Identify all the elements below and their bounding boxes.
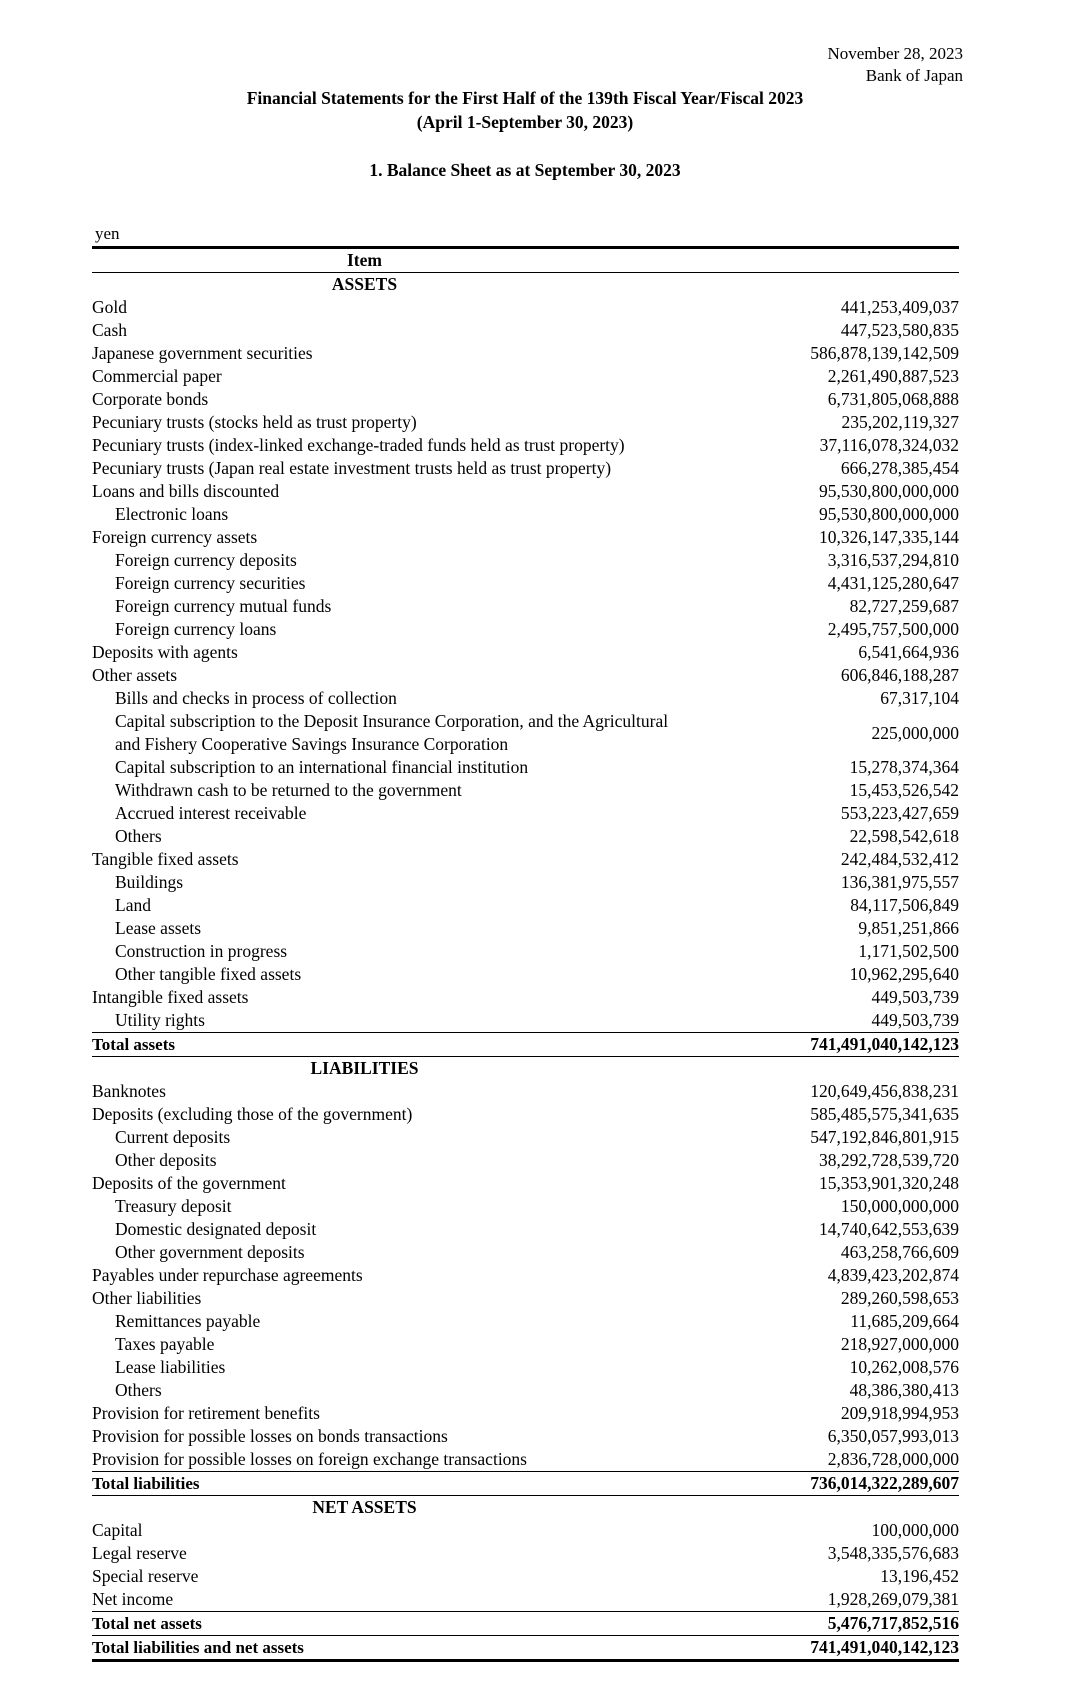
row-value: 67,317,104	[880, 688, 959, 708]
row-label: Total assets	[92, 1035, 175, 1054]
row-value: 225,000,000	[871, 723, 959, 743]
table-row	[92, 1126, 959, 1149]
row-value: 95,530,800,000,000	[819, 481, 959, 501]
row-value: 3,316,537,294,810	[827, 550, 959, 570]
row-value: 38,292,728,539,720	[819, 1150, 959, 1170]
row-label: Tangible fixed assets	[92, 849, 239, 869]
row-value: 14,740,642,553,639	[819, 1219, 959, 1239]
row-label: Pecuniary trusts (index-linked exchange-traded funds held as trust property)	[92, 435, 625, 455]
row-value: 547,192,846,801,915	[810, 1127, 959, 1147]
balance-sheet-table	[92, 246, 959, 1662]
item-column-header: Item	[347, 250, 382, 270]
table-row	[92, 802, 959, 825]
row-value: 9,851,251,866	[858, 918, 959, 938]
row-value: 4,839,423,202,874	[827, 1265, 959, 1285]
assets-section	[92, 296, 959, 1032]
row-label: Foreign currency mutual funds	[115, 596, 332, 616]
net-assets-heading: NET ASSETS	[312, 1497, 417, 1517]
issuer-name: Bank of Japan	[865, 66, 963, 85]
table-row	[92, 1195, 959, 1218]
table-row	[92, 1218, 959, 1241]
row-value: 95,530,800,000,000	[819, 504, 959, 524]
table-row	[92, 1379, 959, 1402]
row-label: Gold	[92, 297, 127, 317]
row-value: 235,202,119,327	[841, 412, 959, 432]
row-label: Current deposits	[115, 1127, 231, 1147]
row-value: 10,326,147,335,144	[819, 527, 959, 547]
row-value: 741,491,040,142,123	[810, 1637, 959, 1657]
table-row	[92, 1287, 959, 1310]
row-value: 37,116,078,324,032	[819, 435, 959, 455]
row-label: Provision for possible losses on foreign exchange transactions	[92, 1449, 527, 1469]
document-period: (April 1-September 30, 2023)	[416, 112, 634, 132]
row-label: Pecuniary trusts (Japan real estate investment trusts held as trust property)	[92, 458, 612, 478]
table-row	[92, 1009, 959, 1032]
row-label: Treasury deposit	[115, 1196, 232, 1216]
row-label: Remittances payable	[115, 1311, 261, 1331]
table-row	[92, 411, 959, 434]
table-row	[92, 1103, 959, 1126]
row-value: 1,171,502,500	[858, 941, 959, 961]
row-label: Commercial paper	[92, 366, 222, 386]
table-row	[92, 1425, 959, 1448]
table-row	[92, 480, 959, 503]
table-row	[92, 641, 959, 664]
row-label: Others	[115, 1380, 162, 1400]
row-label: Legal reserve	[92, 1543, 187, 1563]
table-row	[92, 457, 959, 480]
document-title: Financial Statements for the First Half of the 139th Fiscal Year/Fiscal 2023	[246, 88, 804, 108]
assets-heading: ASSETS	[331, 274, 398, 294]
table-row	[92, 756, 959, 779]
table-row	[92, 526, 959, 549]
unit-label: yen	[95, 224, 120, 243]
row-label: Other liabilities	[92, 1288, 202, 1308]
row-value: 22,598,542,618	[849, 826, 959, 846]
row-label: Pecuniary trusts (stocks held as trust property)	[92, 412, 417, 432]
table-row	[92, 1542, 959, 1565]
row-label: Land	[115, 895, 151, 915]
row-label: Loans and bills discounted	[92, 481, 280, 501]
row-value: 15,353,901,320,248	[819, 1173, 959, 1193]
report-date: November 28, 2023	[827, 44, 963, 63]
total-liabilities-row	[92, 1471, 959, 1495]
table-row	[92, 825, 959, 848]
row-label: Construction in progress	[115, 941, 288, 961]
row-label: Provision for retirement benefits	[92, 1403, 320, 1423]
row-value: 4,431,125,280,647	[827, 573, 959, 593]
table-row	[92, 296, 959, 319]
row-value: 585,485,575,341,635	[810, 1104, 959, 1124]
table-row	[92, 1588, 959, 1611]
row-label: Total net assets	[92, 1614, 202, 1633]
table-row	[92, 319, 959, 342]
table-row	[92, 1241, 959, 1264]
row-value: 242,484,532,412	[840, 849, 959, 869]
row-label: Capital subscription to the Deposit Insurance Corporation, and the Agricultural and Fishery Cooperative Savings Insurance Corporation	[115, 711, 669, 754]
row-label: Corporate bonds	[92, 389, 209, 409]
table-row	[92, 710, 959, 756]
table-row	[92, 388, 959, 411]
row-label: Deposits with agents	[92, 642, 238, 662]
row-value: 6,541,664,936	[858, 642, 959, 662]
row-label: Domestic designated deposit	[115, 1219, 317, 1239]
row-label: Special reserve	[92, 1566, 199, 1586]
table-row	[92, 779, 959, 802]
row-value: 218,927,000,000	[840, 1334, 959, 1354]
row-value: 449,503,739	[871, 1010, 959, 1030]
table-row	[92, 940, 959, 963]
row-label: Lease assets	[115, 918, 202, 938]
row-value: 606,846,188,287	[840, 665, 959, 685]
row-label: Total liabilities and net assets	[92, 1638, 304, 1657]
row-label: Electronic loans	[115, 504, 229, 524]
table-row	[92, 503, 959, 526]
row-value: 10,262,008,576	[849, 1357, 959, 1377]
table-row	[92, 1310, 959, 1333]
row-value: 289,260,598,653	[840, 1288, 959, 1308]
row-label: Capital	[92, 1520, 143, 1540]
table-bottom-rule	[92, 1659, 959, 1662]
row-value: 209,918,994,953	[840, 1403, 959, 1423]
row-value: 48,386,380,413	[849, 1380, 959, 1400]
row-label: Other assets	[92, 665, 178, 685]
total-liabilities-and-net-assets-row	[92, 1635, 959, 1659]
row-label: Banknotes	[92, 1081, 166, 1101]
row-value: 6,731,805,068,888	[827, 389, 959, 409]
liabilities-section	[92, 1080, 959, 1471]
table-row	[92, 365, 959, 388]
row-value: 2,836,728,000,000	[827, 1449, 959, 1469]
table-row	[92, 1565, 959, 1588]
table-row	[92, 871, 959, 894]
table-row	[92, 1333, 959, 1356]
table-row	[92, 1356, 959, 1379]
row-label: Intangible fixed assets	[92, 987, 249, 1007]
row-label: Foreign currency deposits	[115, 550, 297, 570]
row-value: 449,503,739	[871, 987, 959, 1007]
row-value: 15,278,374,364	[849, 757, 959, 777]
row-label: Cash	[92, 320, 127, 340]
row-value: 120,649,456,838,231	[810, 1081, 959, 1101]
total-net-assets-row	[92, 1611, 959, 1635]
table-row	[92, 1448, 959, 1471]
table-row	[92, 986, 959, 1009]
row-label: Accrued interest receivable	[115, 803, 307, 823]
row-label: Other tangible fixed assets	[115, 964, 302, 984]
row-label: Deposits (excluding those of the government)	[92, 1104, 413, 1124]
row-label: Bills and checks in process of collection	[115, 688, 397, 708]
row-value: 741,491,040,142,123	[810, 1034, 959, 1054]
table-row	[92, 963, 959, 986]
table-row	[92, 1264, 959, 1287]
row-label: Buildings	[115, 872, 184, 892]
table-row	[92, 549, 959, 572]
row-value: 1,928,269,079,381	[827, 1589, 959, 1609]
row-value: 84,117,506,849	[850, 895, 959, 915]
liabilities-heading: LIABILITIES	[310, 1058, 419, 1078]
row-value: 150,000,000,000	[840, 1196, 959, 1216]
row-label: Other deposits	[115, 1150, 217, 1170]
total-assets-row	[92, 1032, 959, 1056]
table-row	[92, 618, 959, 641]
row-value: 11,685,209,664	[850, 1311, 959, 1331]
row-value: 2,495,757,500,000	[827, 619, 959, 639]
row-label: Payables under repurchase agreements	[92, 1265, 363, 1285]
table-row	[92, 1402, 959, 1425]
row-label: Capital subscription to an international financial institution	[115, 757, 529, 777]
row-value: 666,278,385,454	[840, 458, 959, 478]
table-row	[92, 1149, 959, 1172]
table-row	[92, 687, 959, 710]
table-row	[92, 1080, 959, 1103]
row-value: 100,000,000	[871, 1520, 959, 1540]
table-row	[92, 664, 959, 687]
table-row	[92, 917, 959, 940]
row-label: Withdrawn cash to be returned to the government	[115, 780, 462, 800]
row-value: 15,453,526,542	[849, 780, 959, 800]
row-label: Utility rights	[115, 1010, 205, 1030]
row-value: 6,350,057,993,013	[827, 1426, 959, 1446]
row-label: Taxes payable	[115, 1334, 215, 1354]
row-label: Net income	[92, 1589, 174, 1609]
table-row	[92, 572, 959, 595]
row-value: 553,223,427,659	[840, 803, 959, 823]
row-label: Provision for possible losses on bonds transactions	[92, 1426, 448, 1446]
row-value: 2,261,490,887,523	[827, 366, 959, 386]
row-value: 447,523,580,835	[840, 320, 959, 340]
row-value: 736,014,322,289,607	[810, 1473, 959, 1493]
row-label: Others	[115, 826, 162, 846]
table-row	[92, 848, 959, 871]
net-assets-section	[92, 1519, 959, 1611]
row-label: Foreign currency loans	[115, 619, 277, 639]
row-label: Other government deposits	[115, 1242, 305, 1262]
table-row	[92, 434, 959, 457]
table-row	[92, 1519, 959, 1542]
table-row	[92, 894, 959, 917]
row-value: 10,962,295,640	[849, 964, 959, 984]
row-label: Total liabilities	[92, 1474, 200, 1493]
row-value: 13,196,452	[880, 1566, 959, 1586]
row-value: 136,381,975,557	[840, 872, 959, 892]
row-value: 441,253,409,037	[840, 297, 959, 317]
row-value: 5,476,717,852,516	[827, 1613, 959, 1633]
row-label: Foreign currency assets	[92, 527, 258, 547]
table-row	[92, 1172, 959, 1195]
section-title: 1. Balance Sheet as at September 30, 2023	[369, 160, 681, 180]
row-value: 586,878,139,142,509	[810, 343, 959, 363]
row-value: 463,258,766,609	[840, 1242, 959, 1262]
row-value: 82,727,259,687	[849, 596, 959, 616]
row-label: Deposits of the government	[92, 1173, 286, 1193]
row-label: Foreign currency securities	[115, 573, 306, 593]
table-row	[92, 595, 959, 618]
table-row	[92, 342, 959, 365]
row-label: Lease liabilities	[115, 1357, 226, 1377]
row-label: Japanese government securities	[92, 343, 313, 363]
row-value: 3,548,335,576,683	[827, 1543, 959, 1563]
